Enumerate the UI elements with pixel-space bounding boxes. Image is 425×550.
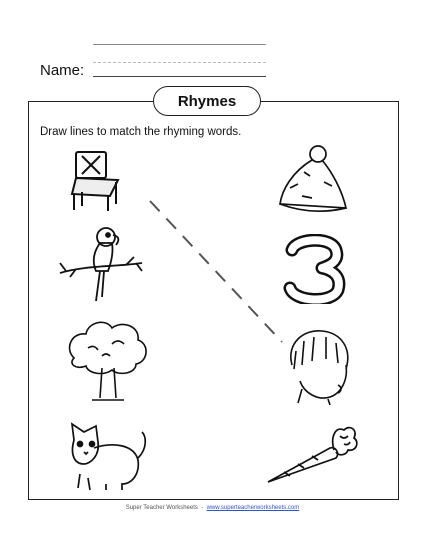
footer-separator: - (201, 505, 204, 511)
carrot-icon (264, 420, 360, 488)
footer-brand: Super Teacher Worksheets (125, 505, 198, 511)
chair-icon (68, 148, 134, 214)
footer (0, 505, 425, 511)
worksheet-title-text: Rhymes (177, 92, 237, 110)
name-label: Name: (40, 62, 85, 79)
parrot-icon (56, 225, 146, 305)
footer-url-link[interactable]: www.superteacherworksheets.com (206, 505, 300, 511)
hair-head-icon (282, 325, 356, 405)
party-hat-icon (272, 142, 354, 217)
kitten-icon (66, 418, 150, 492)
tree-icon (62, 318, 152, 403)
number-three-icon (282, 234, 352, 304)
instructions-text: Draw lines to match the rhyming words. (40, 126, 242, 138)
